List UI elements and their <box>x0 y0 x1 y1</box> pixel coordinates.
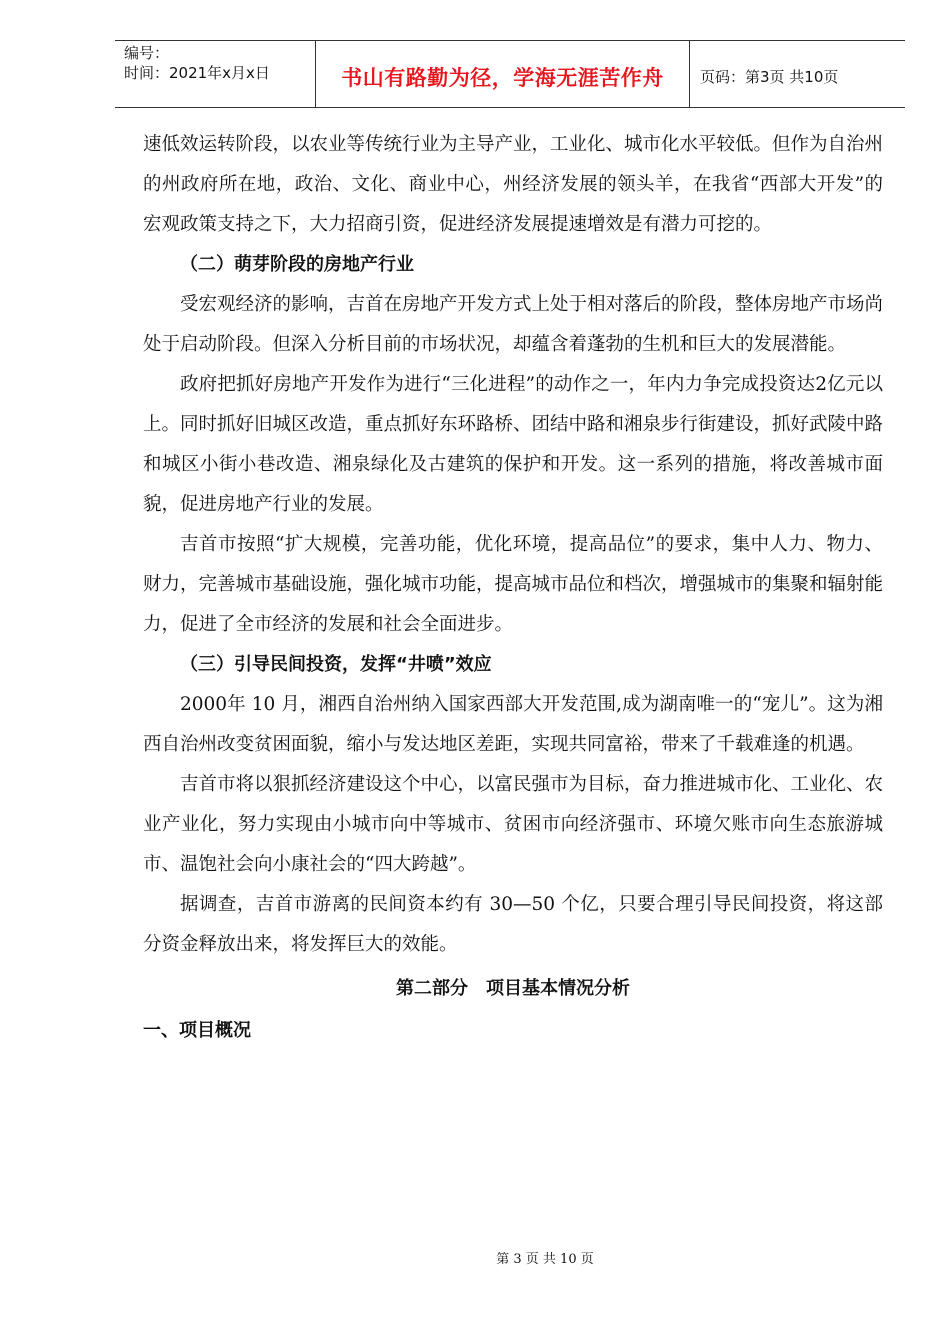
paragraph: 2000年 10 月，湘西自治州纳入国家西部大开发范围,成为湖南唯一的“宠儿”。这为湘西自治州改变贫困面貌，缩小与发达地区差距，实现共同富裕，带来了千载难逢的机遇。 <box>143 694 883 755</box>
header-motto-cell <box>316 41 690 107</box>
paragraph: 速低效运转阶段，以农业等传统行业为主导产业，工业化、城市化水平较低。但作为自治州的州政府所在地，政治、文化、商业中心，州经济发展的领头羊，在我省“西部大开发”的宏观政策支持之下，大力招商引资，促进经济发展提速增效是有潜力可挖的。 <box>143 134 884 235</box>
section-title: 一、项目概况 <box>143 1020 251 1041</box>
date-label: 时间：2021年x月x日 <box>124 64 270 82</box>
page-footer <box>0 1248 950 1267</box>
motto-text: 书山有路勤为径，学海无涯苦作舟 <box>341 66 664 90</box>
paragraph: 据调查，吉首市游离的民间资本约有 30—50 个亿，只要合理引导民间投资，将这部分资金释放出来，将发挥巨大的效能。 <box>143 894 883 955</box>
paragraph: 吉首市将以狠抓经济建设这个中心，以富民强市为目标，奋力推进城市化、工业化、农业产业化，努力实现由小城市向中等城市、贫困市向经济强市、环境欠账市向生态旅游城市、温饱社会向小康社会的“四大跨越”。 <box>143 774 884 875</box>
footer-page-number: 第 3 页 共 10 页 <box>496 1252 594 1267</box>
paragraph: 政府把抓好房地产开发作为进行“三化进程”的动作之一，年内力争完成投资达2亿元以上。同时抓好旧城区改造，重点抓好东环路桥、团结中路和湘泉步行街建设，抓好武陵中路和城区小街小巷改造、湘泉绿化及古建筑的保护和开发。这一系列的措施，将改善城市面貌，促进房地产行业的发展。 <box>143 374 884 515</box>
page-info-text: 页码：第3页 共10页 <box>700 67 839 86</box>
paragraph: 吉首市按照“扩大规模，完善功能，优化环境，提高品位”的要求，集中人力、物力、财力，完善城市基础设施，强化城市功能，提高城市品位和档次，增强城市的集聚和辐射能力，促进了全市经济的发展和社会全面进步。 <box>143 534 884 635</box>
header-meta <box>115 41 316 107</box>
paragraph: 受宏观经济的影响，吉首在房地产开发方式上处于相对落后的阶段，整体房地产市场尚处于启动阶段。但深入分析目前的市场状况，却蕴含着蓬勃的生机和巨大的发展潜能。 <box>143 294 884 355</box>
document-body <box>143 125 883 1051</box>
serial-number-label: 编号： <box>124 44 170 62</box>
subheading: （二）萌芽阶段的房地产行业 <box>180 254 414 275</box>
document-header <box>115 40 905 108</box>
subheading: （三）引导民间投资，发挥“井喷”效应 <box>180 654 492 675</box>
header-page-info <box>690 41 905 107</box>
part-title: 第二部分 项目基本情况分析 <box>396 978 630 999</box>
